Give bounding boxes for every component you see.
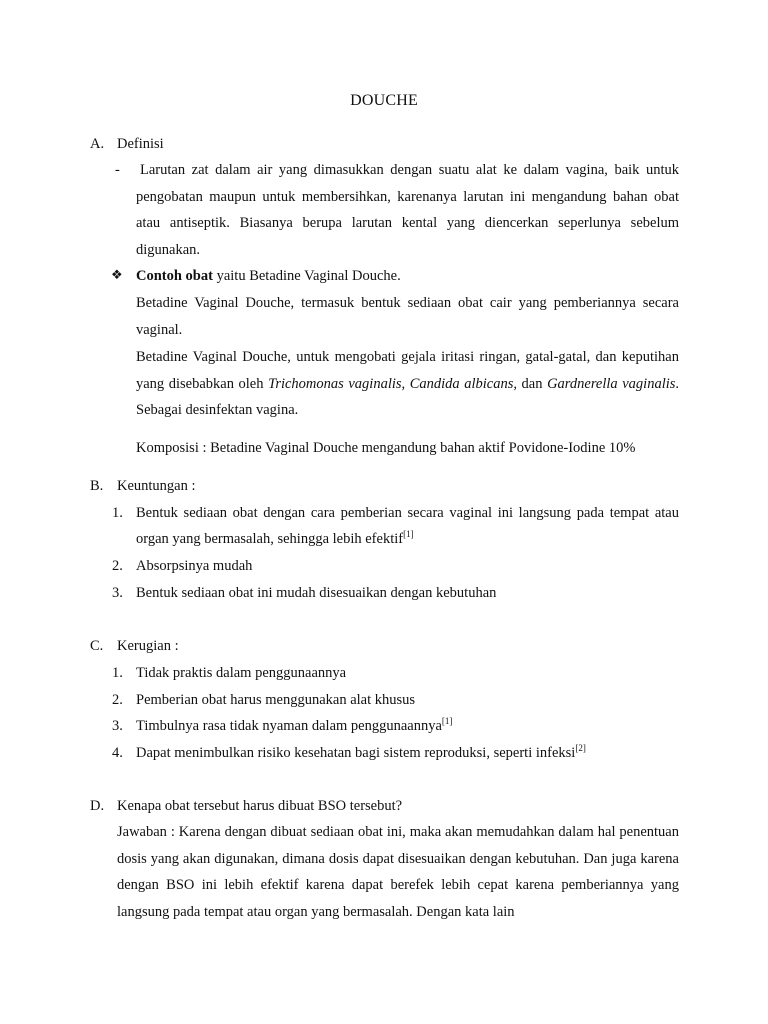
list-item-text: Timbulnya rasa tidak nyaman dalam penggunaannya <box>136 718 442 734</box>
page-title: DOUCHE <box>350 92 418 109</box>
species-candida: Candida albicans <box>409 375 514 392</box>
answer-paragraph: Jawaban : Karena dengan dibuat sediaan obat ini, maka akan memudahkan dalam hal penentuan dosis yang akan digunakan, dimana dosis dapat disesuaikan dengan kebutuhan. Dan juga karena dengan BSO ini lebih efektif karena dapat berefek lebih cepat karena pemberiannya yang langsung pada tempat atau organ yang bermasalah. Dengan kata lain <box>117 824 679 920</box>
list-item-number: 2. <box>112 692 123 708</box>
species-trichomonas: Trichomonas vaginalis <box>268 375 402 392</box>
list-item-text: Pemberian obat harus menggunakan alat khusus <box>136 692 416 708</box>
list-item-text-wrap <box>136 745 586 762</box>
diamond-bullet-icon: ❖ <box>111 268 123 283</box>
example-text: yaitu Betadine Vaginal Douche. <box>212 268 401 284</box>
list-item-text: Bentuk sediaan obat ini mudah disesuaikan dengan kebutuhan <box>136 585 497 601</box>
definition-dash: - <box>115 162 120 178</box>
citation-superscript: [1] <box>403 529 414 539</box>
list-item-text-cont <box>136 531 414 548</box>
section-b-heading: Keuntungan : <box>117 478 196 494</box>
example-line <box>136 268 401 285</box>
example-bold-label: Contoh obat <box>136 268 213 284</box>
list-item-text: Dapat menimbulkan risiko kesehatan bagi sistem reproduksi, seperti infeksi <box>136 745 576 761</box>
para2-text-b: , <box>401 375 410 392</box>
composition-line: Komposisi : Betadine Vaginal Douche mengandung bahan aktif Povidone-Iodine 10% <box>136 440 636 456</box>
list-item-text: Bentuk sediaan obat dengan cara pemberian secara vaginal ini langsung pada tempat atau <box>136 505 679 521</box>
citation-superscript: [2] <box>575 743 586 753</box>
list-item-number: 4. <box>112 745 123 761</box>
species-gardnerella: Gardnerella vaginalis <box>547 375 676 392</box>
section-c-letter: C. <box>90 638 104 654</box>
list-item-number: 1. <box>112 505 123 521</box>
list-item-number: 3. <box>112 585 123 601</box>
definition-paragraph: Larutan zat dalam air yang dimasukkan dengan suatu alat ke dalam vagina, baik untuk pengobatan maupun untuk membersihkan, karenanya larutan ini mengandung bahan obat atau antiseptik. Biasanya berupa larutan kental yang diencerkan seperlunya sebelum digunakan. <box>136 162 679 258</box>
section-a-heading: Definisi <box>117 136 164 152</box>
section-a-letter: A. <box>90 136 105 152</box>
list-item-text-wrap <box>136 718 452 735</box>
para2-text-c: , dan <box>513 375 548 392</box>
para2-text-a: Betadine Vaginal Douche, untuk mengobati gejala iritasi ringan, gatal-gatal, dan keputihan yang disebabkan oleh <box>136 349 679 392</box>
list-item-number: 3. <box>112 718 123 734</box>
list-item-number: 1. <box>112 665 123 681</box>
citation-superscript: [1] <box>441 716 453 726</box>
section-d-letter: D. <box>90 798 105 814</box>
list-item-text: Absorpsinya mudah <box>136 558 253 574</box>
example-paragraph-2 <box>136 344 679 424</box>
para2-text-d: . Sebagai desinfektan vagina. <box>136 375 680 418</box>
example-paragraph-1: Betadine Vaginal Douche, termasuk bentuk sediaan obat cair yang pemberiannya secara vaginal. <box>136 295 679 338</box>
section-d-heading: Kenapa obat tersebut harus dibuat BSO tersebut? <box>117 798 403 814</box>
section-b-letter: B. <box>90 478 104 494</box>
section-c-heading: Kerugian : <box>117 638 179 654</box>
list-item-text: Tidak praktis dalam penggunaannya <box>136 665 347 681</box>
list-item-text-line2: organ yang bermasalah, sehingga lebih efektif <box>136 531 404 547</box>
list-item-number: 2. <box>112 558 123 574</box>
